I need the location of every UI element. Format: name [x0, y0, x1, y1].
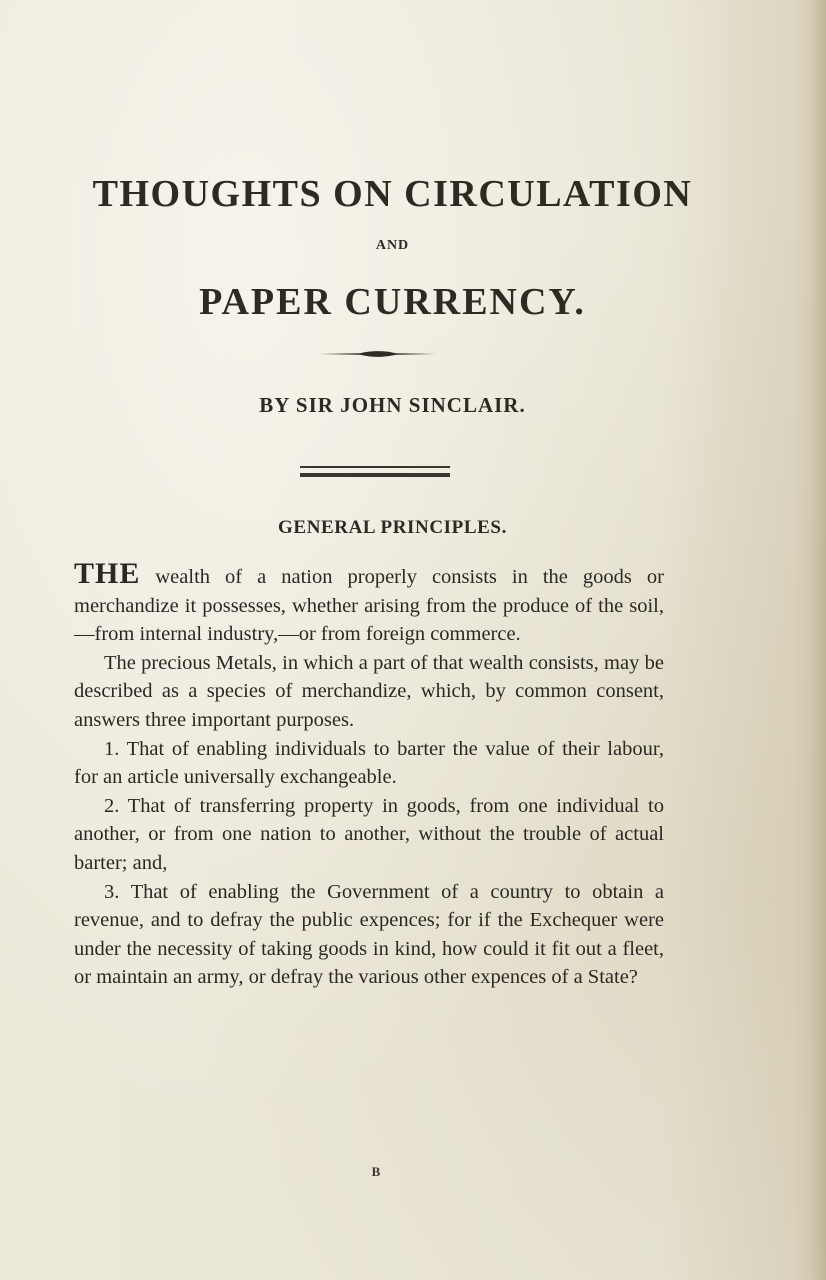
paragraph-dropcap: THE	[74, 557, 141, 590]
ornament-rule	[320, 350, 436, 358]
body-text	[74, 557, 664, 992]
paragraph-1-text: wealth of a nation properly consists in the goods or merchandize it possesses, whether arising from the produce of the soil,—from internal industry,—or from foreign commerce.	[74, 566, 664, 646]
double-rule-divider	[300, 466, 450, 478]
author-byline: BY SIR JOHN SINCLAIR.	[259, 393, 526, 417]
paragraph-list-item-2: 2. That of transferring property in goods, from one individual to another, or from one nation to another, without the trouble of actual barter; and,	[74, 794, 664, 874]
page-title: THOUGHTS ON CIRCULATION	[92, 173, 693, 215]
paragraph-1	[74, 557, 664, 649]
signature-mark: B	[371, 1164, 381, 1179]
paragraph-list-item-3: 3. That of enabling the Government of a country to obtain a revenue, and to defray the public expences; for if the Exchequer were under the necessity of taking goods in kind, how could it fit out a fleet, or maintain an army, or defray the various other expences of a State?	[74, 880, 664, 989]
title-conjunction: AND	[375, 238, 410, 253]
section-heading: GENERAL PRINCIPLES.	[278, 517, 507, 538]
paragraph-2: The precious Metals, in which a part of that wealth consists, may be described as a species of merchandize, which, by common consent, answers three important purposes.	[74, 651, 664, 731]
page-edge-shadow	[810, 0, 826, 1280]
paragraph-list-item-1: 1. That of enabling individuals to barter the value of their labour, for an article universally exchangeable.	[74, 737, 664, 789]
page-subtitle: PAPER CURRENCY.	[199, 281, 586, 323]
